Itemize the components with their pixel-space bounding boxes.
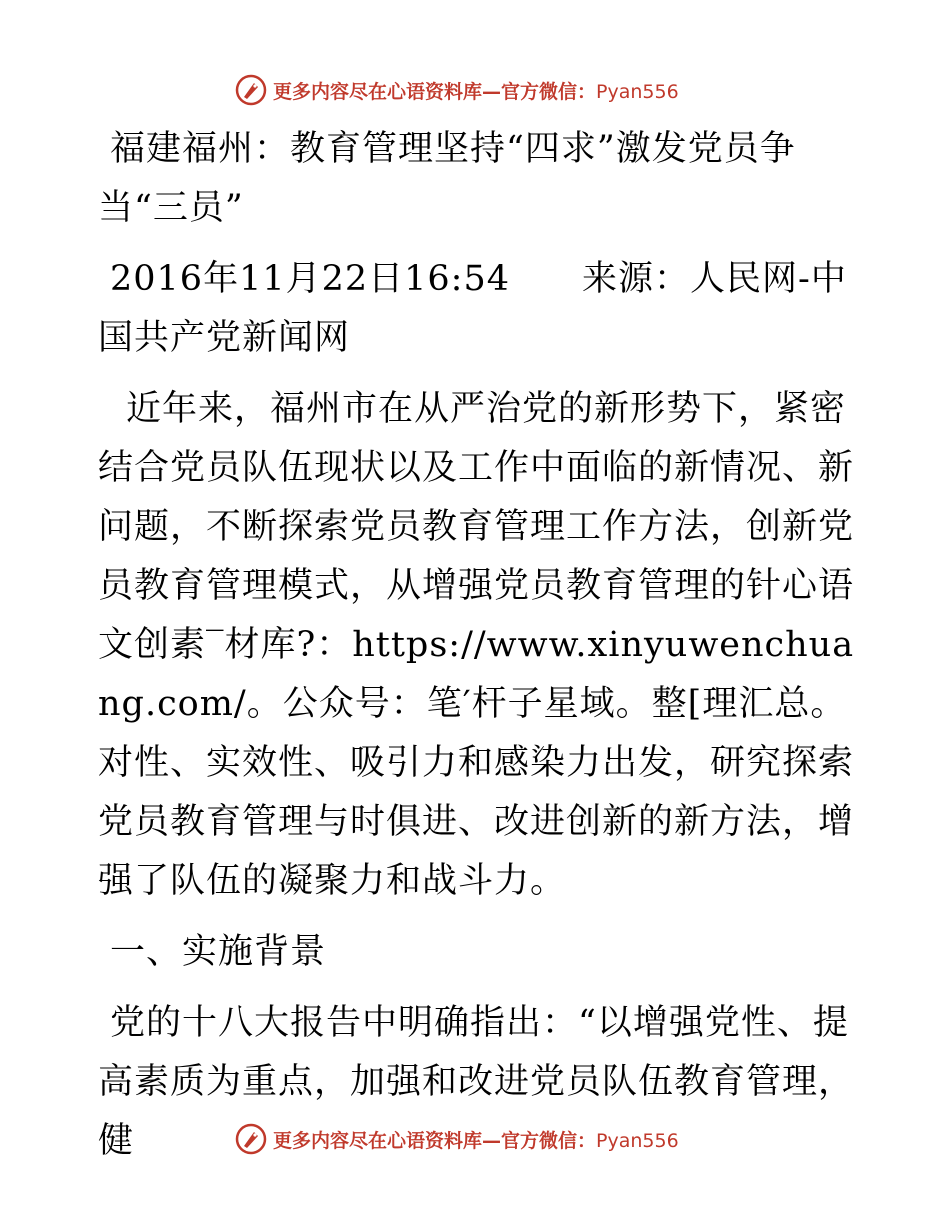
banner-main-text: 更多内容尽在心语资料库—官方微信： [273,1129,597,1152]
banner-main-text: 更多内容尽在心语资料库—官方微信： [273,80,597,103]
article-paragraph: 近年来，福州市在从严治党的新形势下，紧密结合党员队伍现状以及工作中面临的新情况、新问题，不断探索党员教育管理工作方法，创新党员教育管理模式，从增强党员教育管理的针心语文创素‾材库?：https://www.xinyuwenchuang.com/。公众号：笔′杆子星域。整[理汇总。对性、实效性、吸引力和感染力出发，研究探索党员教育管理与时俱进、改进创新的新方法，增强了队伍的凝聚力和战斗力。 [98,389,855,901]
banner-text [273,1126,679,1153]
article-title: 福建福州：教育管理坚持“四求”激发党员争当“三员” [98,129,796,228]
pen-nib-logo-icon [235,74,267,106]
article-meta: 2016年11月22日16:54 来源：人民网-中国共产党新闻网 [98,259,847,358]
banner-text [273,77,679,104]
footer-watermark-banner [235,1122,755,1156]
section-heading: 一、实施背景 [110,932,327,972]
banner-wechat-id: Pyan556 [596,80,679,103]
article-body [98,120,858,1171]
article-paragraph: 党的十八大报告中明确指出：“以增强党性、提高素质为重点，加强和改进党员队伍教育管理，健 [98,1003,855,1161]
pen-nib-logo-icon [235,1123,267,1155]
banner-wechat-id: Pyan556 [596,1129,679,1152]
header-watermark-banner [235,73,755,107]
